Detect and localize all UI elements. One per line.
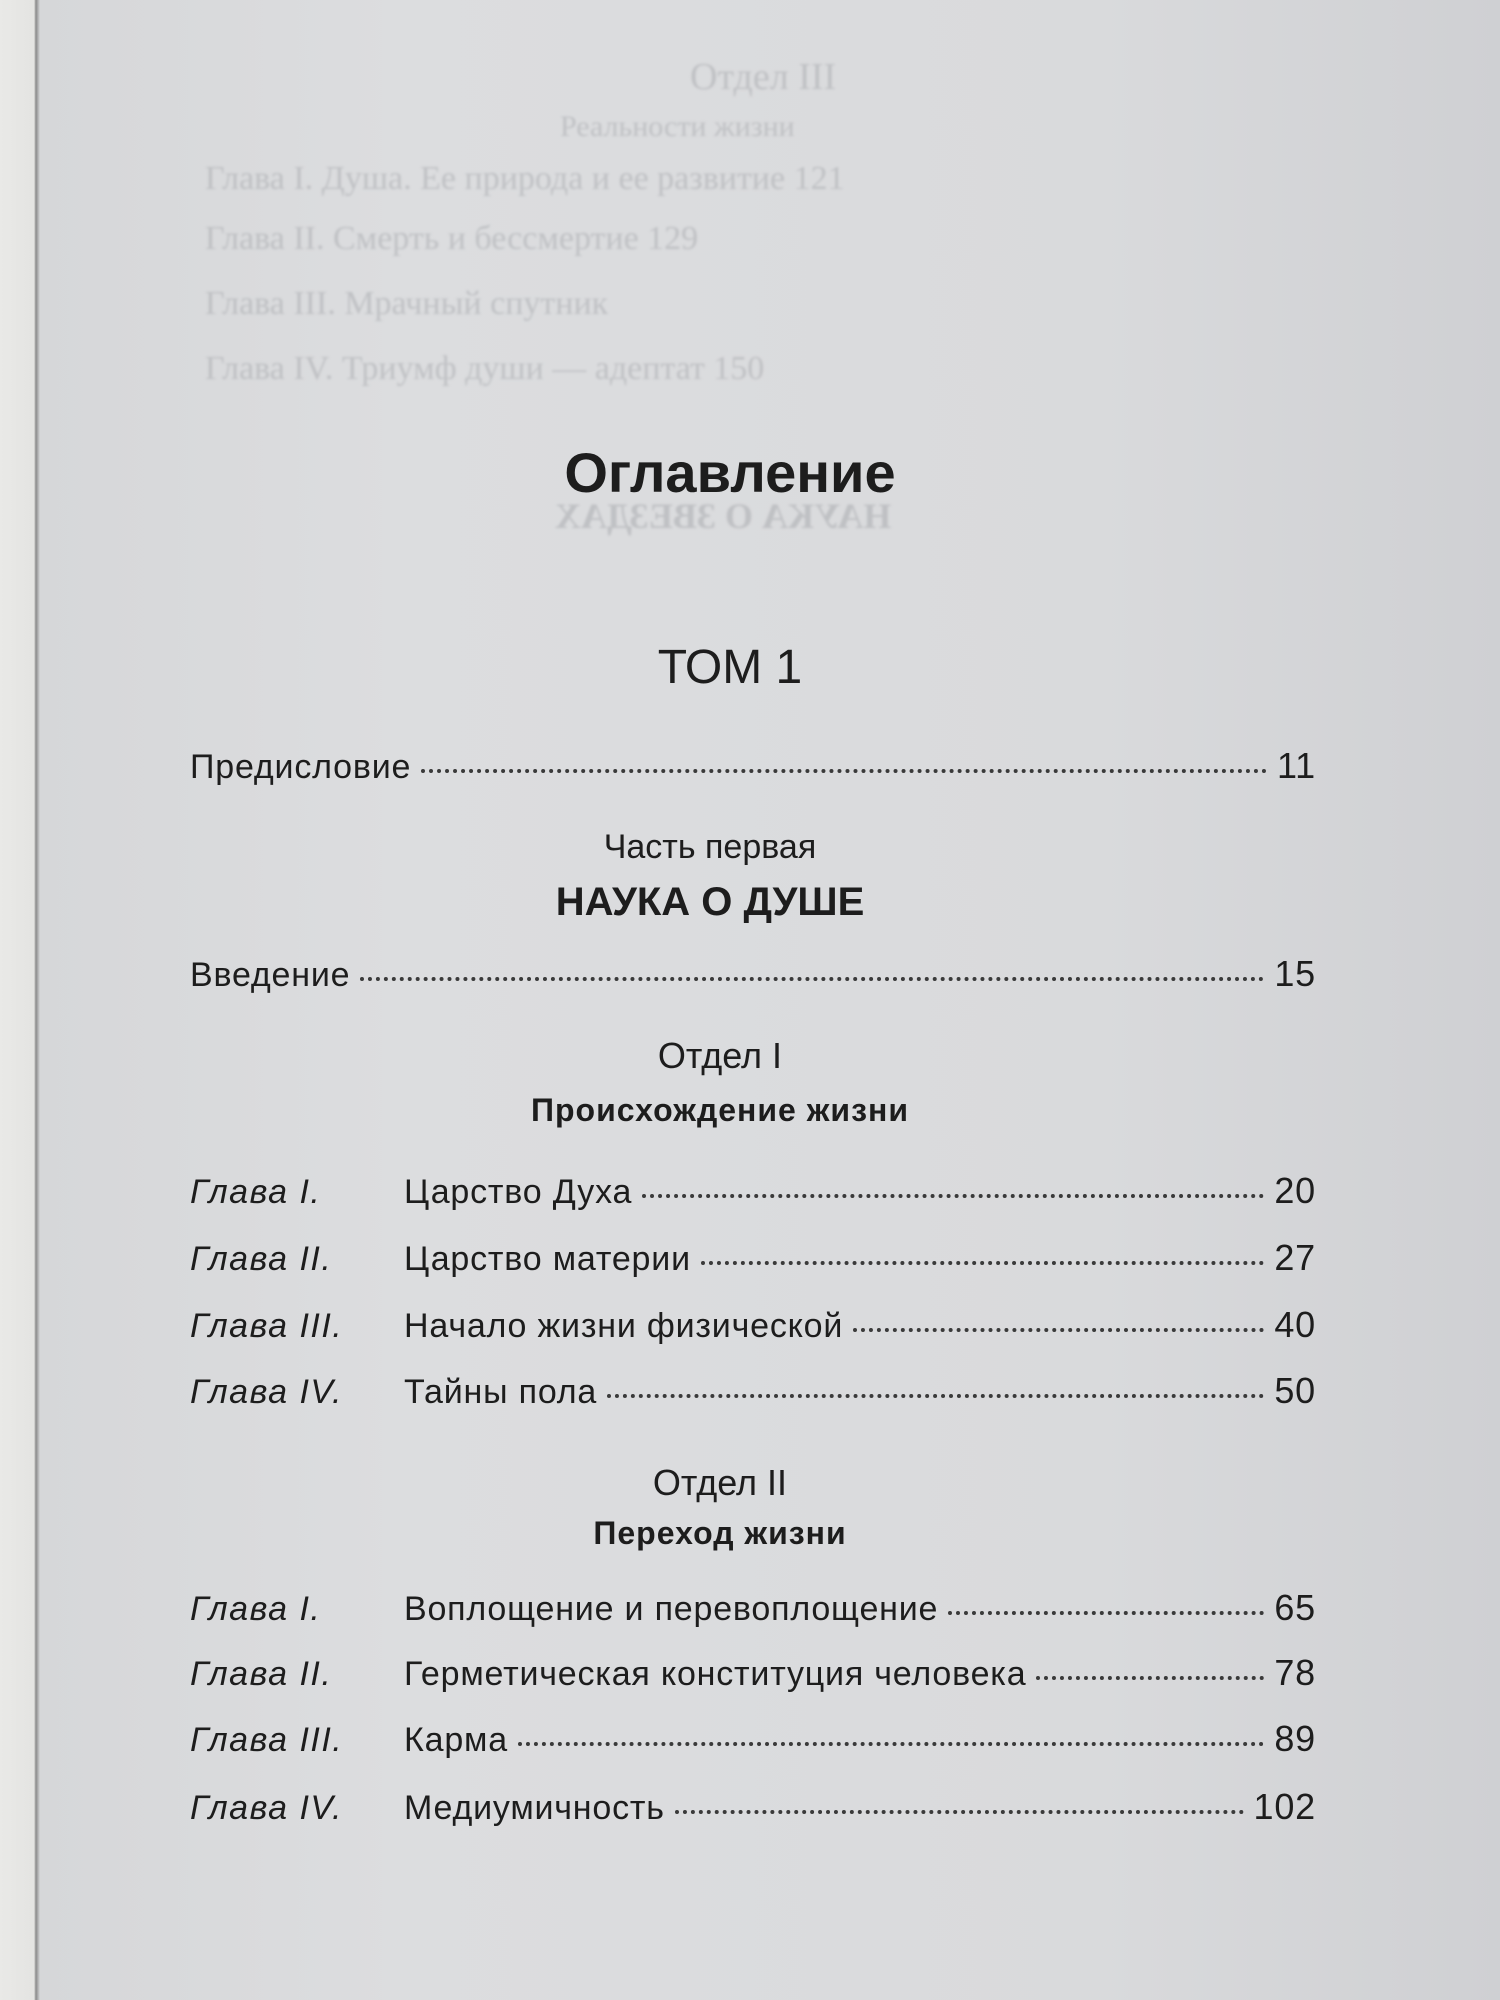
chapter-label: Глава I. xyxy=(190,1590,322,1628)
page-number: 102 xyxy=(1253,1786,1316,1827)
entry-title: Царство материи xyxy=(404,1240,691,1278)
dot-leader xyxy=(1036,1676,1264,1680)
ghost-line: Реальности жизни xyxy=(560,110,795,143)
section-label: Отдел I xyxy=(657,1035,783,1076)
section-name: Переход жизни xyxy=(593,1515,847,1551)
toc-title: Оглавление xyxy=(564,441,896,504)
toc-entry-chapter xyxy=(190,1718,1316,1760)
page-number: 78 xyxy=(1274,1652,1316,1693)
entry-title: Введение xyxy=(190,956,351,994)
dot-leader xyxy=(421,769,1267,773)
toc-entry-chapter xyxy=(190,1370,1316,1412)
page-number: 20 xyxy=(1274,1170,1316,1211)
part-label: Часть первая xyxy=(603,828,817,866)
page-number: 50 xyxy=(1274,1370,1316,1411)
entry-title: Царство Духа xyxy=(404,1173,633,1211)
dot-leader xyxy=(642,1194,1264,1198)
toc-entry-introduction xyxy=(190,953,1316,995)
toc-entry-chapter xyxy=(190,1237,1316,1279)
page-number: 65 xyxy=(1274,1587,1316,1628)
ghost-line: Глава II. Смерть и бессмертие 129 xyxy=(205,220,699,257)
dot-leader xyxy=(518,1742,1264,1746)
ghost-line: Глава I. Душа. Ее природа и ее развитие 121 xyxy=(205,160,845,197)
ghost-heading: НАУКА О ЗВЕЗДАХ xyxy=(555,496,892,536)
section-name: Происхождение жизни xyxy=(530,1092,909,1128)
entry-title: Медиумичность xyxy=(404,1789,665,1827)
toc-entry-chapter xyxy=(190,1587,1316,1629)
dot-leader xyxy=(853,1328,1264,1332)
page-number: 15 xyxy=(1274,953,1316,994)
toc-entry-preface xyxy=(190,745,1316,787)
dot-leader xyxy=(675,1810,1244,1814)
toc-entry-chapter xyxy=(190,1170,1316,1212)
toc-entry-chapter xyxy=(190,1304,1316,1346)
section-label: Отдел II xyxy=(652,1462,788,1503)
page-number: 11 xyxy=(1277,745,1316,786)
entry-title: Герметическая конституция человека xyxy=(404,1655,1027,1693)
page-number: 40 xyxy=(1274,1304,1316,1345)
page-number: 27 xyxy=(1274,1237,1316,1278)
chapter-label: Глава IV. xyxy=(190,1373,343,1411)
entry-title: Начало жизни физической xyxy=(404,1307,844,1345)
chapter-label: Глава III. xyxy=(190,1307,344,1345)
entry-title: Воплощение и перевоплощение xyxy=(404,1590,939,1628)
dot-leader xyxy=(948,1611,1264,1615)
ghost-line: Глава III. Мрачный спутник xyxy=(205,285,609,322)
chapter-label: Глава I. xyxy=(190,1173,322,1211)
ghost-line: Отдел III xyxy=(690,56,837,98)
entry-title: Тайны пола xyxy=(404,1373,598,1411)
ghost-line: Глава IV. Триумф души — адептат 150 xyxy=(205,350,765,387)
chapter-label: Глава IV. xyxy=(190,1789,343,1827)
chapter-label: Глава III. xyxy=(190,1721,344,1759)
entry-title: Карма xyxy=(404,1721,508,1759)
page-number: 89 xyxy=(1274,1718,1316,1759)
chapter-label: Глава II. xyxy=(190,1240,333,1278)
volume-heading: ТОМ 1 xyxy=(657,641,803,694)
toc-entry-chapter xyxy=(190,1786,1316,1828)
entry-title: Предисловие xyxy=(190,748,412,786)
chapter-label: Глава II. xyxy=(190,1655,333,1693)
dot-leader xyxy=(607,1394,1264,1398)
dot-leader xyxy=(360,977,1264,981)
toc-entry-chapter xyxy=(190,1652,1316,1694)
part-name: НАУКА О ДУШЕ xyxy=(555,880,865,924)
dot-leader xyxy=(701,1261,1264,1265)
